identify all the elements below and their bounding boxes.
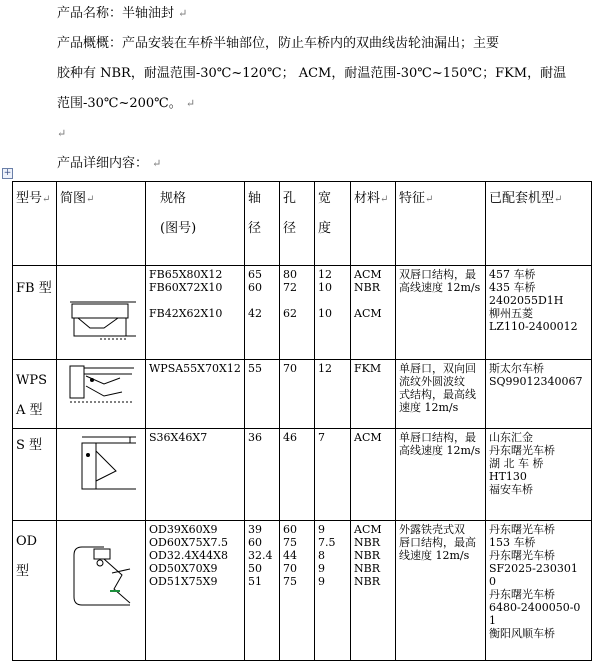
table-move-handle-icon[interactable]: +: [3, 168, 12, 178]
detail-label: 产品详细内容： ↵: [57, 156, 162, 171]
type-cell: S 型: [13, 429, 57, 521]
material-cell: ACM NBR NBR NBR NBR: [351, 521, 396, 661]
feature-cell: 外露铁壳式双 唇口结构，最高 线速度 12m/s: [396, 521, 486, 661]
header-diagram: 简图↵: [57, 182, 146, 266]
width-cell: 12 10 10: [315, 266, 351, 360]
header-hole: 孔 径: [280, 182, 315, 266]
header-feature: 特征↵: [396, 182, 486, 266]
overview-line-1: 产品概概：产品安装在车桥半轴部位，防止车桥内的双曲线齿轮油漏出；主要: [57, 36, 500, 51]
feature-cell: 单唇口结构，最 高线速度 12m/s: [396, 429, 486, 521]
spec-cell: OD39X60X9 OD60X75X7.5 OD32.4X44X8 OD50X70X9 OD51X75X9: [146, 521, 245, 661]
overview-line-3: 范围-30℃~200℃。 ↵: [57, 96, 196, 111]
diagram-cell: [57, 429, 146, 521]
header-shaft: 轴 径: [245, 182, 280, 266]
spec-cell: FB65X80X12 FB60X72X10 FB42X62X10: [146, 266, 245, 360]
product-table: [12, 181, 592, 661]
vehicle-cell: 457 车桥 435 车桥 2402055D1H 柳州五菱 LZ110-2400012: [486, 266, 592, 360]
material-cell: ACM: [351, 429, 396, 521]
width-cell: 12: [315, 360, 351, 429]
feature-cell: 单唇口，双向回 流纹外圆波纹 式结构，最高线 速度 12m/s: [396, 360, 486, 429]
width-cell: 9 7.5 8 9 9: [315, 521, 351, 661]
header-spec: 规格 (图号): [146, 182, 245, 266]
width-cell: 7: [315, 429, 351, 521]
hole-cell: 46: [280, 429, 315, 521]
fb-seal-diagram: [60, 268, 142, 348]
overview-line-2: 胶种有 NBR，耐温范围-30℃~120℃； ACM，耐温范围-30℃~150℃；FKM，耐温: [57, 66, 567, 81]
hole-cell: 70: [280, 360, 315, 429]
od-seal-diagram: [60, 523, 142, 627]
type-cell: FB 型: [13, 266, 57, 360]
material-cell: FKM: [351, 360, 396, 429]
hole-cell: 60 75 44 70 75: [280, 521, 315, 661]
material-cell: ACM NBR ACM: [351, 266, 396, 360]
header-row: [13, 182, 592, 266]
header-type: 型号↵: [13, 182, 57, 266]
diagram-cell: [57, 521, 146, 661]
product-name-line: 产品名称：半轴油封 ↵: [57, 6, 188, 21]
vehicle-cell: 斯太尔车桥 SQ99012340067: [486, 360, 592, 429]
s-seal-diagram: [60, 431, 142, 511]
header-material: 材料↵: [351, 182, 396, 266]
hole-cell: 80 72 62: [280, 266, 315, 360]
spec-cell: S36X46X7: [146, 429, 245, 521]
vehicle-cell: 丹东曙光车桥 153 车桥 丹东曙光车桥 SF2025-230301 0 丹东曙光车桥 6480-2400050-0 1 衡阳风顺车桥: [486, 521, 592, 661]
vehicle-cell: 山东汇金 丹东曙光车桥 湖 北 车 桥 HT130 福安车桥: [486, 429, 592, 521]
shaft-cell: 65 60 42: [245, 266, 280, 360]
table-row: [13, 521, 592, 661]
spec-cell: WPSA55X70X12: [146, 360, 245, 429]
table-row: [13, 360, 592, 429]
blank-paragraph: ↵: [57, 127, 67, 140]
header-vehicle: 已配套机型↵: [486, 182, 592, 266]
shaft-cell: 39 60 32.4 50 51: [245, 521, 280, 661]
table-row: [13, 266, 592, 360]
type-cell: WPS A 型: [13, 360, 57, 429]
feature-cell: 双唇口结构，最 高线速度 12m/s: [396, 266, 486, 360]
wpsa-seal-diagram: [60, 362, 142, 418]
shaft-cell: 36: [245, 429, 280, 521]
header-width: 宽 度: [315, 182, 351, 266]
diagram-cell: [57, 266, 146, 360]
diagram-cell: [57, 360, 146, 429]
type-cell: OD 型: [13, 521, 57, 661]
shaft-cell: 55: [245, 360, 280, 429]
table-row: [13, 429, 592, 521]
